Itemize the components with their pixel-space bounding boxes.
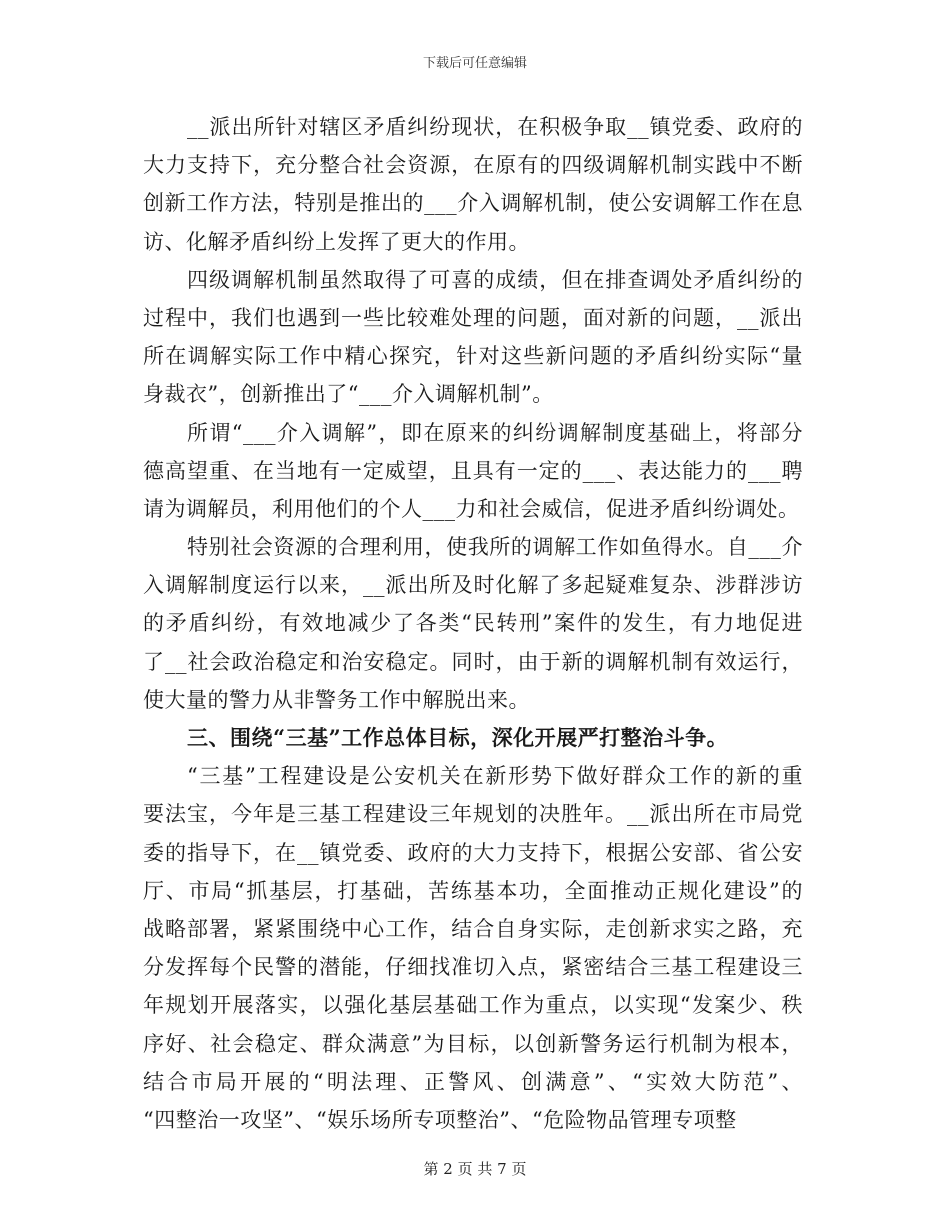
paragraph	[143, 757, 803, 1139]
text-line: 四级调解机制虽然取得了可喜的成绩，但在排查调处矛盾纠纷的	[187, 267, 803, 292]
page-footer: 第 2 页 共 7 页	[423, 1160, 527, 1178]
text-line: __派出所针对辖区矛盾纠纷现状，在积极争取__镇党委、政府的	[187, 115, 803, 139]
text-line: 身裁衣”，创新推出了“___介入调解机制”。	[143, 382, 554, 407]
page-header: 下载后可任意编辑	[422, 56, 527, 71]
text-line: 创新工作方法，特别是推出的___介入调解机制，使公安调解工作在息	[143, 191, 803, 216]
text-line: 访、化解矛盾纠纷上发挥了更大的作用。	[143, 229, 530, 254]
text-line: 战略部署，紧紧围绕中心工作，结合自身实际，走创新求实之路，充	[143, 916, 803, 941]
paragraph	[143, 108, 803, 261]
text-line: 分发挥每个民警的潜能，仔细找准切入点，紧密结合三基工程建设三	[143, 955, 803, 980]
text-line: 过程中，我们也遇到一些比较难处理的问题，面对新的问题，__派出	[143, 305, 803, 330]
text-line: 大力支持下，充分整合社会资源，在原有的四级调解机制实践中不断	[143, 153, 803, 178]
text-line: 三、围绕“三基”工作总体目标，深化开展严打整治斗争。	[187, 725, 729, 750]
text-line: 的矛盾纠纷，有效地减少了各类“民转刑”案件的发生，有力地促进	[143, 611, 803, 636]
text-line: 所谓“___介入调解”，即在原来的纠纷调解制度基础上，将部分	[187, 420, 803, 445]
text-line: “四整治一攻坚”、“娱乐场所专项整治”、“危险物品管理专项整	[143, 1107, 737, 1132]
text-line: 德高望重、在当地有一定威望，且具有一定的___、表达能力的___聘	[143, 458, 803, 483]
text-line: 入调解制度运行以来，__派出所及时化解了多起疑难复杂、涉群涉访	[143, 573, 803, 598]
text-line: “三基”工程建设是公安机关在新形势下做好群众工作的新的重	[187, 764, 803, 789]
text-line: 了__社会政治稳定和治安稳定。同时，由于新的调解机制有效运行，	[143, 649, 803, 674]
text-line: 特别社会资源的合理利用，使我所的调解工作如鱼得水。自___介	[187, 535, 803, 560]
text-line: 序好、社会稳定、群众满意”为目标，以创新警务运行机制为根本，	[143, 1031, 803, 1056]
text-line: 所在调解实际工作中精心探究，针对这些新问题的矛盾纠纷实际“量	[143, 344, 803, 369]
text-line: 使大量的警力从非警务工作中解脱出来。	[143, 687, 530, 712]
text-line: 要法宝，今年是三基工程建设三年规划的决胜年。__派出所在市局党	[143, 802, 803, 827]
paragraph	[143, 414, 803, 529]
paragraph	[143, 528, 803, 719]
document-body	[143, 108, 803, 1139]
text-line: 结合市局开展的“明法理、正警风、创满意”、“实效大防范”、	[143, 1069, 803, 1094]
text-line: 请为调解员，利用他们的个人___力和社会威信，促进矛盾纠纷调处。	[143, 496, 800, 521]
text-line: 年规划开展落实，以强化基层基础工作为重点，以实现“发案少、秩	[143, 993, 803, 1018]
text-line: 委的指导下，在__镇党委、政府的大力支持下，根据公安部、省公安	[143, 840, 803, 865]
section-heading	[143, 719, 803, 757]
paragraph	[143, 261, 803, 414]
text-line: 厅、市局“抓基层，打基础，苦练基本功，全面推动正规化建设”的	[143, 878, 803, 903]
